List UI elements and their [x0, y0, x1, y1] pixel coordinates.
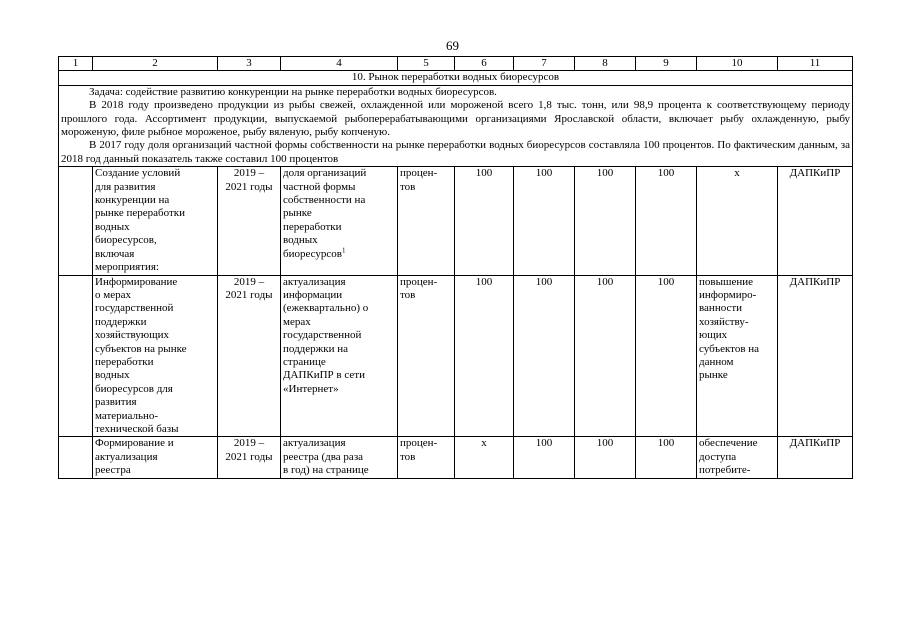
column-number: 4 [281, 57, 398, 71]
column-number: 2 [93, 57, 218, 71]
period: 2019 – 2021 годы [218, 275, 281, 437]
measures-table [58, 56, 853, 479]
value-col-8: 100 [575, 167, 636, 275]
value-col-8: 100 [575, 437, 636, 478]
measure-name: Формирование и актуализация реестра [93, 437, 218, 478]
value-col-7: 100 [514, 437, 575, 478]
value-col-8: 100 [575, 275, 636, 437]
column-number-row [59, 57, 853, 71]
responsible: ДАПКиПР [778, 275, 853, 437]
task-description [59, 85, 853, 166]
task-paragraph: В 2017 году доля организаций частной формы собственности на рынке переработки водных биоресурсов составляла 100 процентов. По фактическим данным, за 2018 год данный показатель также составил 100 процентов [61, 139, 850, 165]
section-title: 10. Рынок переработки водных биоресурсов [59, 71, 853, 85]
column-number: 8 [575, 57, 636, 71]
task-line: Задача: содействие развитию конкуренции на рынке переработки водных биоресурсов. [89, 85, 497, 98]
table-row [59, 437, 853, 478]
indicator: доля организаций частной формы собственности на рынке переработки водных биоресурсов [283, 167, 367, 260]
column-number: 1 [59, 57, 93, 71]
value-col-9: 100 [636, 437, 697, 478]
task-row [59, 85, 853, 166]
table-row [59, 167, 853, 275]
value-col-6: 100 [455, 167, 514, 275]
row-number-cell [59, 275, 93, 437]
column-number: 7 [514, 57, 575, 71]
indicator: актуализация реестра (два раза в год) на странице [281, 437, 398, 478]
expected-result: повышение информиро- ванности хозяйству- ющих субъектов на данном рынке [697, 275, 778, 437]
value-col-6: х [455, 437, 514, 478]
value-col-9: 100 [636, 275, 697, 437]
column-number: 6 [455, 57, 514, 71]
task-paragraph: В 2018 году произведено продукции из рыбы свежей, охлажденной или мороженой всего 1,8 тыс. тонн, или 98,9 процента к соответствующему периоду прошлого года. Ассортимент продукции, выпускаемой рыбоперерабатывающими организациями Ярославской области, включает рыбу охлажденную, рыбу мороженую, филе рыбное мороженое, рыбу вяленую, рыбу копченую. [61, 99, 850, 139]
expected-result: обеспечение доступа потребите- [697, 437, 778, 478]
column-number: 9 [636, 57, 697, 71]
footnote-mark: 1 [341, 246, 346, 255]
measure-name: Информирование о мерах государственной поддержки хозяйствующих субъектов на рынке переработки водных биоресурсов для развития материально- технической базы [93, 275, 218, 437]
page-number: 69 [446, 38, 459, 53]
expected-result: х [697, 167, 778, 275]
row-number-cell [59, 437, 93, 478]
value-col-6: 100 [455, 275, 514, 437]
value-col-9: 100 [636, 167, 697, 275]
unit: процен- тов [398, 437, 455, 478]
column-number: 11 [778, 57, 853, 71]
table-row [59, 275, 853, 437]
value-col-7: 100 [514, 167, 575, 275]
unit: процен- тов [398, 167, 455, 275]
indicator-cell [281, 167, 398, 275]
column-number: 3 [218, 57, 281, 71]
unit: процен- тов [398, 275, 455, 437]
period: 2019 – 2021 годы [218, 167, 281, 275]
responsible: ДАПКиПР [778, 437, 853, 478]
responsible: ДАПКиПР [778, 167, 853, 275]
row-number-cell [59, 167, 93, 275]
value-col-7: 100 [514, 275, 575, 437]
column-number: 5 [398, 57, 455, 71]
section-row [59, 71, 853, 85]
indicator: актуализация информации (ежеквартально) о мерах государственной поддержки на странице ДАПКиПР в сети «Интернет» [281, 275, 398, 437]
measure-name: Создание условий для развития конкуренции на рынке переработки водных биоресурсов, включая мероприятия: [93, 167, 218, 275]
period: 2019 – 2021 годы [218, 437, 281, 478]
column-number: 10 [697, 57, 778, 71]
